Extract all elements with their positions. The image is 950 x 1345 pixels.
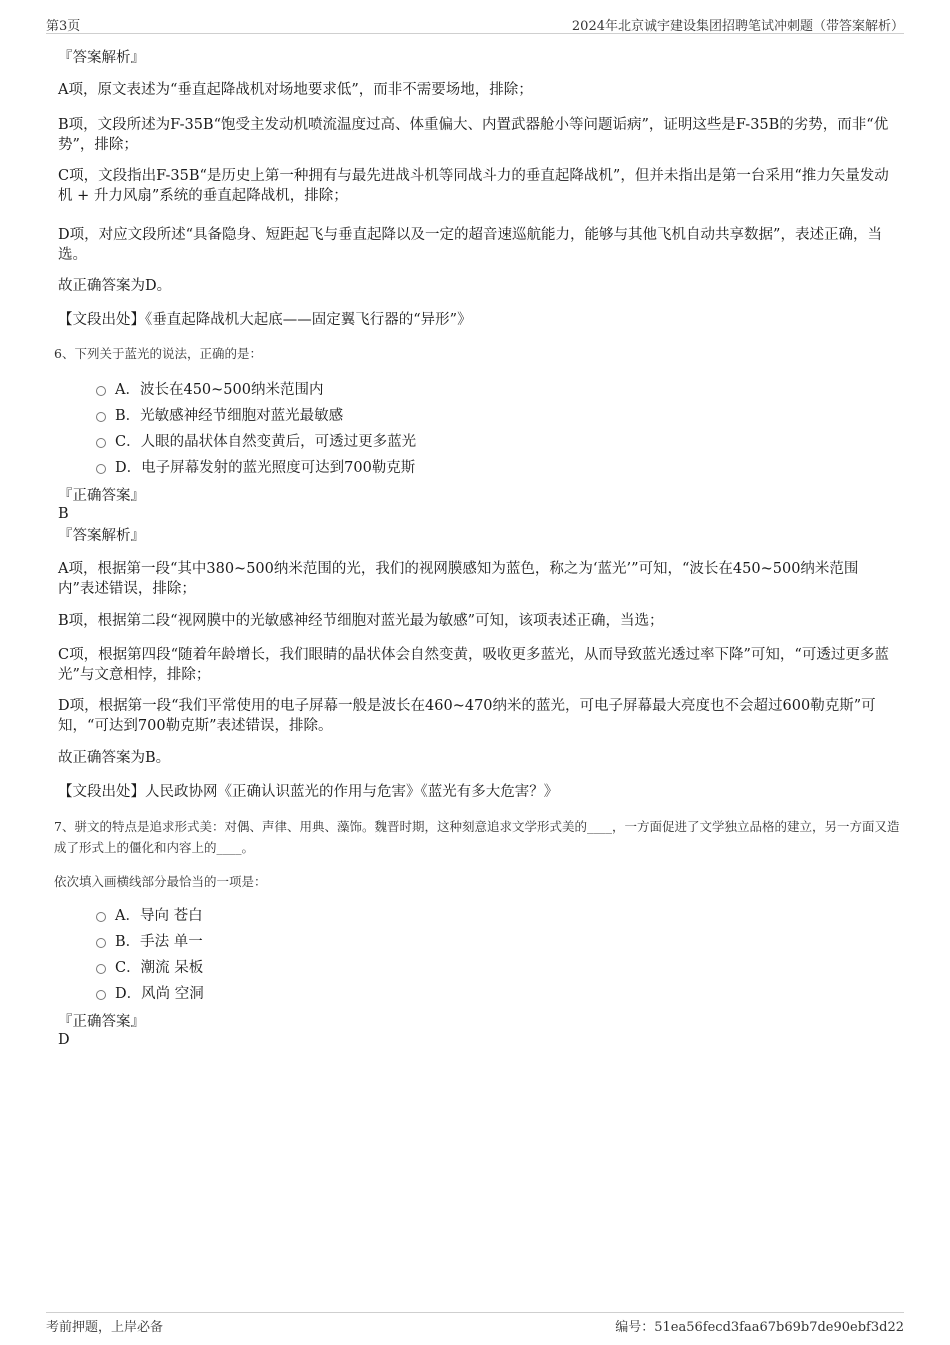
- page-footer: [46, 1312, 904, 1337]
- q5-analysis-a: A项，原文表述为“垂直起降战机对场地要求低”，而非不需要场地，排除；: [58, 82, 533, 98]
- q6-source: 【文段出处】人民政协网《正确认识蓝光的作用与危害》《蓝光有多大危害？》: [58, 784, 559, 800]
- radio-icon[interactable]: [96, 386, 106, 396]
- q7-option-d[interactable]: D．风尚 空洞: [96, 984, 204, 1004]
- q6-correct-answer: B: [58, 506, 69, 522]
- q5-analysis-c: C项，文段指出F-35B“是历史上第一种拥有与最先进战斗机等同战斗力的垂直起降战机”，但并未指出是第一台采用“推力矢量发动机 + 升力风扇”系统的垂直起降战机，排除；: [58, 168, 889, 204]
- q7-option-a[interactable]: A．导向 苍白: [96, 906, 203, 926]
- q6-analysis-a: A项，根据第一段“其中380~500纳米范围的光，我们的视网膜感知为蓝色，称之为‘蓝光’”可知，“波长在450~500纳米范围内”表述错误，排除；: [58, 561, 859, 597]
- q6-analysis-heading: 『答案解析』: [58, 528, 145, 544]
- q7-correct-heading: 『正确答案』: [58, 1014, 145, 1030]
- page-number: 第3页: [46, 19, 81, 34]
- radio-icon[interactable]: [96, 912, 106, 922]
- radio-icon[interactable]: [96, 412, 106, 422]
- q5-conclusion: 故正确答案为D。: [58, 278, 172, 294]
- q6-conclusion: 故正确答案为B。: [58, 750, 171, 766]
- radio-icon[interactable]: [96, 464, 106, 474]
- footer-slogan: 考前押题，上岸必备: [46, 1320, 164, 1335]
- q6-analysis-c: C项，根据第四段“随着年龄增长，我们眼睛的晶状体会自然变黄，吸收更多蓝光，从而导致蓝光透过率下降”可知，“可透过更多蓝光”与文意相悖，排除；: [58, 647, 889, 683]
- page-header: [46, 13, 904, 34]
- q6-correct-heading: 『正确答案』: [58, 488, 145, 504]
- q6-option-c[interactable]: C．人眼的晶状体自然变黄后，可透过更多蓝光: [96, 432, 416, 452]
- radio-icon[interactable]: [96, 990, 106, 1000]
- q7-option-c[interactable]: C．潮流 呆板: [96, 958, 203, 978]
- q5-analysis-b: B项，文段所述为F-35B“饱受主发动机喷流温度过高、体重偏大、内置武器舱小等问题诟病”，证明这些是F-35B的劣势，而非“优势”，排除；: [58, 117, 889, 153]
- radio-icon[interactable]: [96, 938, 106, 948]
- q7-correct-answer: D: [58, 1032, 70, 1048]
- q7-prompt: 依次填入画横线部分最恰当的一项是：: [54, 874, 267, 889]
- q6-analysis-d: D项，根据第一段“我们平常使用的电子屏幕一般是波长在460~470纳米的蓝光，可电子屏幕最大亮度也不会超过600勒克斯”可知，“可达到700勒克斯”表述错误，排除。: [58, 698, 876, 734]
- q5-analysis-heading: 『答案解析』: [58, 50, 145, 66]
- radio-icon[interactable]: [96, 438, 106, 448]
- q7-option-b[interactable]: B．手法 单一: [96, 932, 203, 952]
- q6-option-b[interactable]: B．光敏感神经节细胞对蓝光最敏感: [96, 406, 343, 426]
- q5-analysis-d: D项，对应文段所述“具备隐身、短距起飞与垂直起降以及一定的超音速巡航能力，能够与其他飞机自动共享数据”，表述正确，当选。: [58, 227, 882, 263]
- radio-icon[interactable]: [96, 964, 106, 974]
- q7-question: 7、骈文的特点是追求形式美：对偶、声律、用典、藻饰。魏晋时期，这种刻意追求文学形式美的____，一方面促进了文学独立品格的建立，另一方面又造成了形式上的僵化和内容上的____。: [54, 819, 900, 855]
- q6-question: 6、下列关于蓝光的说法，正确的是：: [54, 346, 262, 361]
- q6-option-a[interactable]: A．波长在450~500纳米范围内: [96, 380, 323, 400]
- document-code: 编号：51ea56fecd3faa67b69b7de90ebf3d22: [615, 1320, 904, 1335]
- q6-analysis-b: B项，根据第二段“视网膜中的光敏感神经节细胞对蓝光最为敏感”可知，该项表述正确，当选；: [58, 613, 664, 629]
- q5-source: 【文段出处】《垂直起降战机大起底——固定翼飞行器的“异形”》: [58, 312, 472, 328]
- q6-option-d[interactable]: D．电子屏幕发射的蓝光照度可达到700勒克斯: [96, 458, 415, 478]
- document-title: 2024年北京诚宇建设集团招聘笔试冲刺题（带答案解析）: [571, 19, 904, 34]
